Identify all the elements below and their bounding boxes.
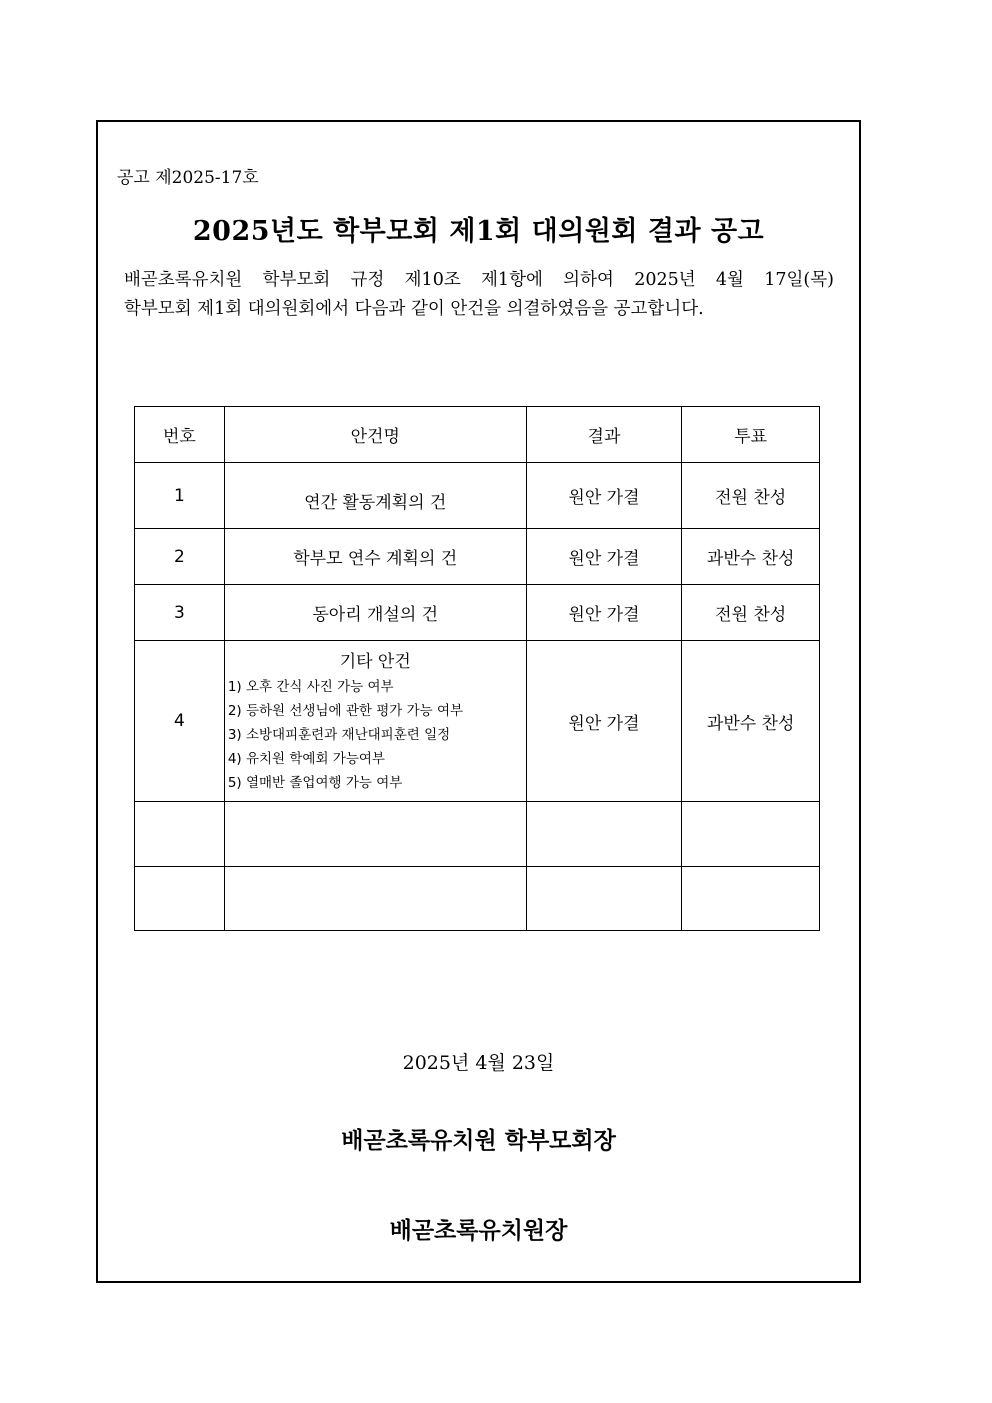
agenda-sub-item: 1) 오후 간식 사진 가능 여부 xyxy=(227,679,394,695)
empty-cell xyxy=(682,867,820,931)
issue-date: 2025년 4월 23일 xyxy=(402,1052,555,1074)
signature-principal: 배곧초록유치원장 xyxy=(389,1217,568,1244)
intro-line-2: 학부모회 제1회 대의원회에서 다음과 같이 안건을 의결하였음을 공고합니다. xyxy=(124,299,704,319)
row-result: 원안 가결 xyxy=(526,529,682,585)
header-result: 결과 xyxy=(526,407,682,463)
row-agenda: 동아리 개설의 건 xyxy=(224,585,526,641)
empty-row xyxy=(135,867,820,931)
empty-cell xyxy=(682,802,820,867)
intro-paragraph xyxy=(124,266,834,324)
document-title: 2025년도 학부모회 제1회 대의원회 결과 공고 xyxy=(192,216,765,247)
header-agenda: 안건명 xyxy=(224,407,526,463)
header-vote: 투표 xyxy=(682,407,820,463)
empty-cell xyxy=(526,867,682,931)
agenda-sub-item: 5) 열매반 졸업여행 가능 여부 xyxy=(227,775,403,791)
intro-line-1: 배곧초록유치원 학부모회 규정 제10조 제1항에 의하여 2025년 4월 17일(목) xyxy=(124,270,834,290)
row-result: 원안 가결 xyxy=(526,585,682,641)
agenda-sub-list xyxy=(227,675,524,795)
table-row xyxy=(135,641,820,802)
notice-number: 공고 제2025-17호 xyxy=(117,168,259,188)
signature-association-head: 배곧초록유치원 학부모회장 xyxy=(341,1127,616,1154)
empty-cell xyxy=(135,802,225,867)
header-number: 번호 xyxy=(135,407,225,463)
row-number: 3 xyxy=(135,585,225,641)
row-agenda-multi xyxy=(224,641,526,802)
empty-cell xyxy=(526,802,682,867)
row-vote: 전원 찬성 xyxy=(682,585,820,641)
row-agenda: 학부모 연수 계획의 건 xyxy=(224,529,526,585)
agenda-sub-item: 2) 등하원 선생님에 관한 평가 가능 여부 xyxy=(227,703,464,719)
table-row xyxy=(135,529,820,585)
empty-cell xyxy=(224,867,526,931)
results-table xyxy=(134,406,820,931)
row-result: 원안 가결 xyxy=(526,641,682,802)
row-agenda: 연간 활동계획의 건 xyxy=(224,463,526,529)
agenda-sub-item: 4) 유치원 학예회 가능여부 xyxy=(227,751,385,767)
row-vote: 전원 찬성 xyxy=(682,463,820,529)
row-number: 2 xyxy=(135,529,225,585)
agenda-sub-item: 3) 소방대피훈련과 재난대피훈련 일정 xyxy=(227,727,451,743)
table-row xyxy=(135,463,820,529)
row-vote: 과반수 찬성 xyxy=(682,529,820,585)
row-number: 4 xyxy=(135,641,225,802)
row-result: 원안 가결 xyxy=(526,463,682,529)
table-row xyxy=(135,585,820,641)
row-vote: 과반수 찬성 xyxy=(682,641,820,802)
empty-cell xyxy=(135,867,225,931)
table-header-row xyxy=(135,407,820,463)
agenda-title: 기타 안건 xyxy=(339,652,411,672)
empty-cell xyxy=(224,802,526,867)
row-number: 1 xyxy=(135,463,225,529)
empty-row xyxy=(135,802,820,867)
